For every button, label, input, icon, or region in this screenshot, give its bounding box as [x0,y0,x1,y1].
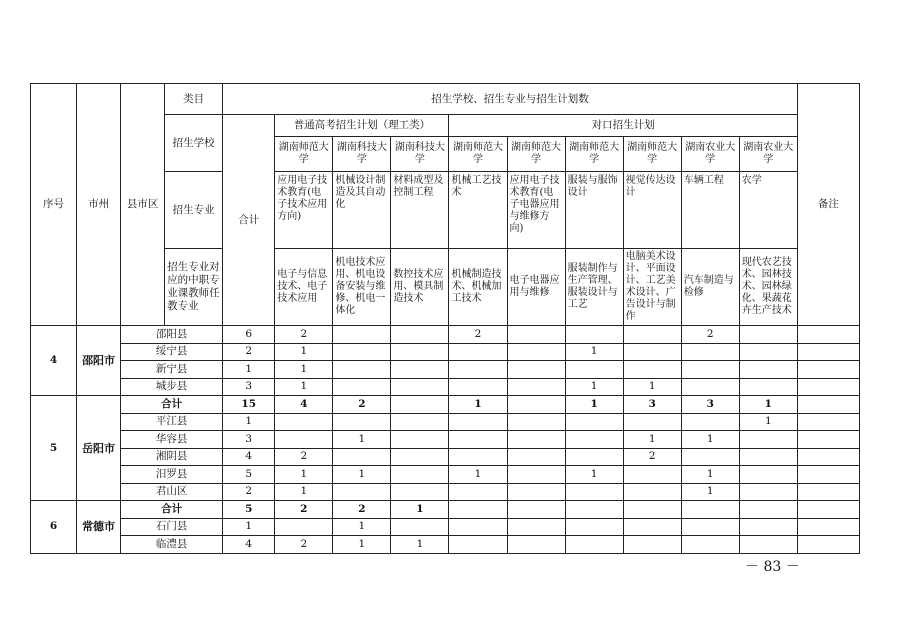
row-total-cell: 1 [223,518,275,536]
major-name-cell: 应用电子技术教育(电子电器应用与维修方向) [507,172,565,249]
plan-count-cell [449,431,507,449]
plan-count-cell: 1 [333,466,391,484]
plan-count-cell [507,326,565,344]
remark-cell [797,378,859,396]
plan-count-cell [275,413,333,431]
remark-cell [797,518,859,536]
row-total-cell: 4 [223,536,275,554]
major-label: 招生专业 [165,172,223,249]
table-row [31,396,860,414]
plan-count-cell [565,483,623,501]
row-total-cell: 1 [223,361,275,379]
plan-count-cell [507,431,565,449]
table-row [31,431,860,449]
row-total-cell: 4 [223,448,275,466]
plan-count-cell [507,501,565,519]
table-row [31,448,860,466]
plan-count-cell: 1 [275,361,333,379]
plan-count-cell: 2 [275,326,333,344]
plan-count-cell: 1 [275,343,333,361]
plan-count-cell [681,501,739,519]
table-row [31,326,860,344]
course-name-cell: 数控技术应用、模具制造技术 [391,249,449,326]
school-name-cell: 湖南师范大学 [623,137,681,172]
plan-count-cell [739,483,797,501]
county-name-cell: 合计 [121,501,223,519]
plan-count-cell [681,361,739,379]
plan-count-cell [681,413,739,431]
plan-count-cell [275,518,333,536]
county-name-cell: 华容县 [121,431,223,449]
plan-count-cell [507,466,565,484]
major-name-cell: 车辆工程 [681,172,739,249]
plan-count-cell [739,431,797,449]
school-name-cell: 湖南科技大学 [333,137,391,172]
row-total-cell: 2 [223,483,275,501]
plan-count-cell [449,448,507,466]
plan-count-cell: 1 [623,378,681,396]
course-name-cell: 服装制作与生产管理、服装设计与工艺 [565,249,623,326]
table-header [31,84,860,326]
major-name-cell: 服装与服饰设计 [565,172,623,249]
course-name-cell: 电脑美术设计、平面设计、工艺美术设计、广告设计与制作 [623,249,681,326]
plan-count-cell [449,536,507,554]
plan-count-cell [623,536,681,554]
plan-count-cell [449,378,507,396]
plan-count-cell [507,413,565,431]
plan-count-cell [739,536,797,554]
plan-count-cell: 1 [565,396,623,414]
row-total-cell: 3 [223,378,275,396]
county-name-cell: 新宁县 [121,361,223,379]
plan-count-cell: 1 [275,466,333,484]
major-name-cell: 机械工艺技术 [449,172,507,249]
page-number: － 83 － [745,559,800,575]
plan-count-cell [565,518,623,536]
course-name-cell: 机械制造技术、机械加工技术 [449,249,507,326]
row-total-cell: 5 [223,501,275,519]
county-name-cell: 合计 [121,396,223,414]
plan-count-cell: 1 [681,466,739,484]
school-name-cell: 湖南师范大学 [275,137,333,172]
plan-count-cell [739,326,797,344]
row-total-cell: 5 [223,466,275,484]
major-name-cell: 农学 [739,172,797,249]
plan-count-cell [449,413,507,431]
plan-count-cell [623,518,681,536]
plan-count-cell [333,361,391,379]
plan-count-cell: 1 [391,536,449,554]
table-row [31,536,860,554]
county-name-cell: 湘阴县 [121,448,223,466]
plan-count-cell: 2 [681,326,739,344]
remark-cell [797,448,859,466]
major-name-cell: 机械设计制造及其自动化 [333,172,391,249]
remark-cell [797,536,859,554]
county-name-cell: 君山区 [121,483,223,501]
plan-count-cell [507,483,565,501]
group-city-cell: 岳阳市 [77,396,121,501]
plan-count-cell: 1 [623,431,681,449]
general-plan-header: 普通高考招生计划（理工类） [275,115,449,137]
group-city-cell: 邵阳市 [77,326,121,396]
total-header: 合计 [223,115,275,326]
plan-count-cell: 1 [275,378,333,396]
plan-count-cell [681,448,739,466]
plan-count-cell [333,483,391,501]
county-name-cell: 临澧县 [121,536,223,554]
course-name-cell: 电子与信息技术、电子技术应用 [275,249,333,326]
plan-count-cell [507,518,565,536]
county-name-cell: 城步县 [121,378,223,396]
plan-count-cell [449,518,507,536]
plan-count-cell [507,343,565,361]
vocational-plan-header: 对口招生计划 [449,115,797,137]
row-total-cell: 2 [223,343,275,361]
plan-count-cell [739,501,797,519]
plan-count-cell [565,448,623,466]
plan-count-cell [565,501,623,519]
county-header: 县市区 [121,84,165,326]
plan-count-cell [739,343,797,361]
plan-count-cell: 2 [333,396,391,414]
plan-count-cell [623,413,681,431]
row-total-cell: 15 [223,396,275,414]
category-header: 类目 [165,84,223,115]
plan-count-cell: 4 [275,396,333,414]
remark-cell [797,396,859,414]
table-row [31,361,860,379]
table-row [31,378,860,396]
plan-count-cell [275,431,333,449]
remark-header: 备注 [797,84,859,326]
plan-count-cell [391,448,449,466]
remark-cell [797,483,859,501]
plan-count-cell [565,413,623,431]
plan-count-cell [739,518,797,536]
plan-count-cell [565,536,623,554]
table-row [31,483,860,501]
plan-count-cell [507,361,565,379]
table-body [31,326,860,554]
group-seq-cell: 5 [31,396,77,501]
plan-count-cell [507,378,565,396]
plan-count-cell [333,413,391,431]
plan-count-cell: 2 [275,501,333,519]
plan-count-cell [565,326,623,344]
plan-title-header: 招生学校、招生专业与招生计划数 [223,84,798,115]
plan-count-cell [333,326,391,344]
plan-count-cell [681,343,739,361]
plan-count-cell [333,343,391,361]
plan-count-cell [623,466,681,484]
plan-count-cell: 1 [275,483,333,501]
school-name-cell: 湖南师范大学 [507,137,565,172]
remark-cell [797,466,859,484]
plan-count-cell: 1 [449,396,507,414]
plan-count-cell [507,396,565,414]
major-name-cell: 应用电子技术教育(电子技术应用方向) [275,172,333,249]
plan-count-cell [623,501,681,519]
school-name-cell: 湖南农业大学 [681,137,739,172]
row-total-cell: 1 [223,413,275,431]
plan-count-cell [681,518,739,536]
plan-count-cell [681,536,739,554]
plan-count-cell: 2 [623,448,681,466]
plan-count-cell [333,378,391,396]
plan-count-cell [391,431,449,449]
plan-count-cell: 2 [449,326,507,344]
row-total-cell: 3 [223,431,275,449]
county-name-cell: 平江县 [121,413,223,431]
school-name-cell: 湖南科技大学 [391,137,449,172]
county-name-cell: 绥宁县 [121,343,223,361]
school-name-cell: 湖南师范大学 [565,137,623,172]
plan-count-cell [449,501,507,519]
plan-count-cell: 1 [333,431,391,449]
remark-cell [797,501,859,519]
plan-count-cell: 1 [565,466,623,484]
plan-count-cell [739,361,797,379]
plan-count-cell [623,343,681,361]
plan-count-cell [739,448,797,466]
plan-count-cell: 3 [681,396,739,414]
major-name-cell: 材料成型及控制工程 [391,172,449,249]
county-name-cell: 汨罗县 [121,466,223,484]
plan-count-cell [391,378,449,396]
plan-count-cell: 1 [739,396,797,414]
plan-count-cell [333,448,391,466]
plan-count-cell: 1 [333,518,391,536]
school-label: 招生学校 [165,115,223,172]
table-row [31,518,860,536]
remark-cell [797,361,859,379]
row-total-cell: 6 [223,326,275,344]
plan-count-cell [391,361,449,379]
enrollment-plan-table [30,83,860,554]
table-row [31,413,860,431]
plan-count-cell [391,396,449,414]
plan-count-cell [391,326,449,344]
plan-count-cell [449,361,507,379]
remark-cell [797,413,859,431]
seq-header: 序号 [31,84,77,326]
plan-count-cell [449,343,507,361]
plan-count-cell: 1 [681,431,739,449]
course-name-cell: 现代农艺技术、园林技术、园林绿化、果蔬花卉生产技术 [739,249,797,326]
city-header: 市州 [77,84,121,326]
remark-cell [797,326,859,344]
plan-count-cell [391,518,449,536]
plan-count-cell [507,536,565,554]
course-label: 招生专业对应的中职专业课教师任教专业 [165,249,223,326]
remark-cell [797,431,859,449]
plan-count-cell [739,466,797,484]
school-name-cell: 湖南师范大学 [449,137,507,172]
remark-cell [797,343,859,361]
plan-count-cell: 3 [623,396,681,414]
table-row [31,466,860,484]
plan-count-cell [681,378,739,396]
plan-count-cell [391,483,449,501]
plan-count-cell: 1 [565,343,623,361]
plan-count-cell: 1 [449,466,507,484]
course-name-cell: 机电技术应用、机电设备安装与维修、机电一体化 [333,249,391,326]
plan-count-cell [507,448,565,466]
group-seq-cell: 6 [31,501,77,554]
plan-count-cell [449,483,507,501]
plan-count-cell: 1 [681,483,739,501]
plan-count-cell [391,343,449,361]
plan-count-cell [565,431,623,449]
plan-count-cell: 1 [333,536,391,554]
plan-count-cell [739,378,797,396]
plan-count-cell: 2 [275,536,333,554]
plan-count-cell [623,361,681,379]
plan-count-cell: 1 [391,501,449,519]
major-name-cell: 视觉传达设计 [623,172,681,249]
plan-count-cell [391,466,449,484]
plan-count-cell [565,361,623,379]
plan-count-cell [391,413,449,431]
plan-count-cell [623,483,681,501]
course-name-cell: 汽车制造与检修 [681,249,739,326]
county-name-cell: 石门县 [121,518,223,536]
table-row [31,343,860,361]
plan-count-cell: 1 [565,378,623,396]
table-row [31,501,860,519]
group-city-cell: 常德市 [77,501,121,554]
school-name-cell: 湖南农业大学 [739,137,797,172]
plan-count-cell: 2 [333,501,391,519]
county-name-cell: 邵阳县 [121,326,223,344]
course-name-cell: 电子电器应用与维修 [507,249,565,326]
plan-count-cell: 2 [275,448,333,466]
plan-count-cell [623,326,681,344]
group-seq-cell: 4 [31,326,77,396]
plan-count-cell: 1 [739,413,797,431]
